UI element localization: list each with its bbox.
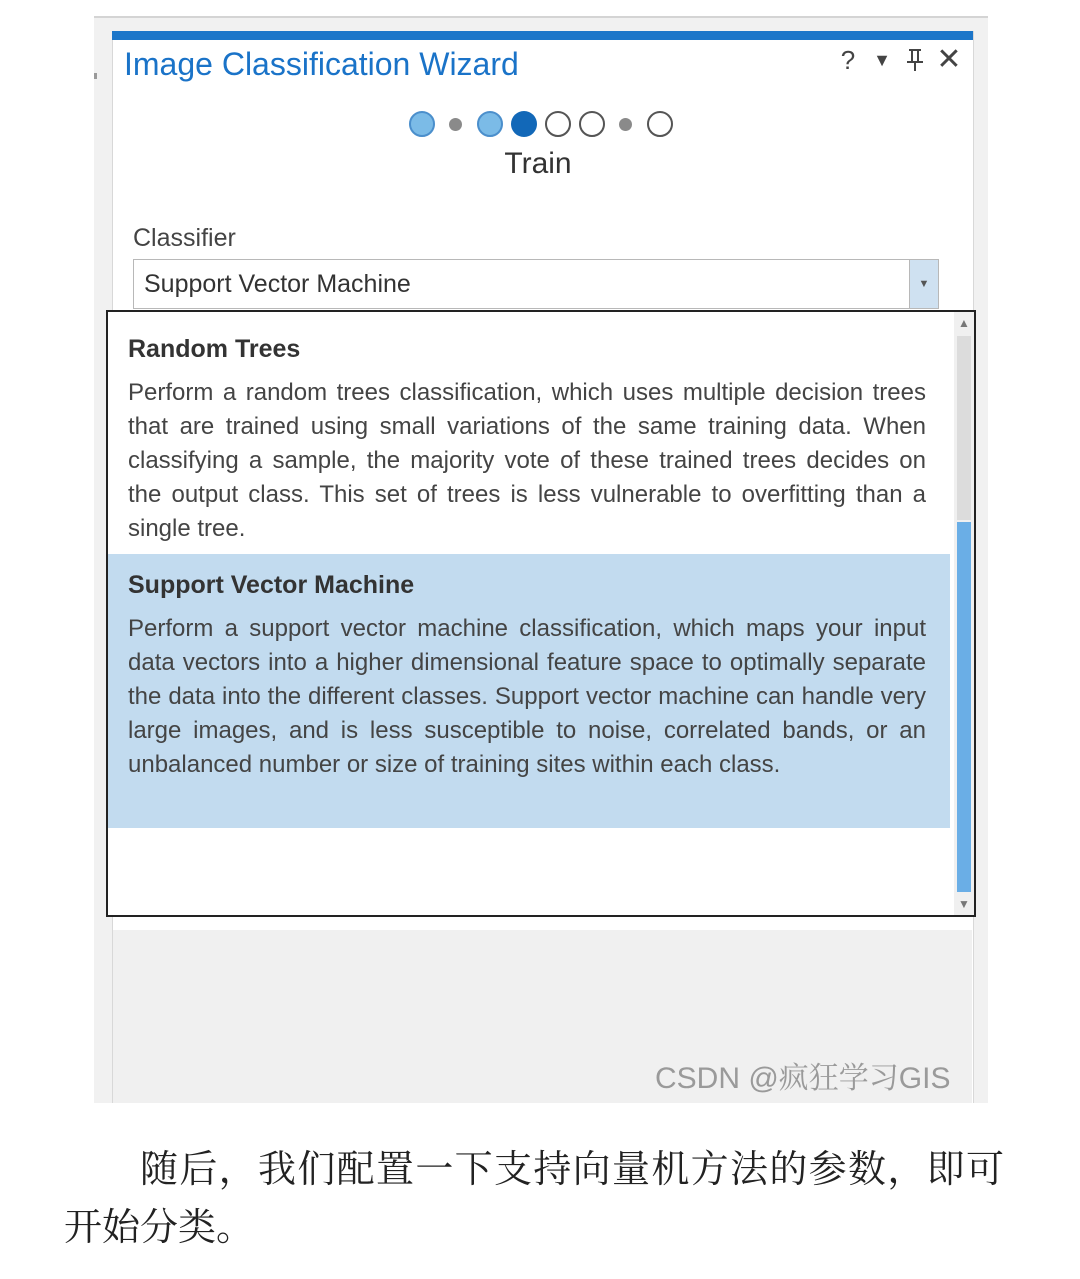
frame-mark — [94, 73, 97, 79]
option-support-vector-machine[interactable] — [108, 554, 950, 828]
scroll-up-icon[interactable]: ▲ — [958, 316, 970, 330]
step-dot-1[interactable] — [409, 111, 435, 137]
step-dot-3[interactable] — [477, 111, 503, 137]
classifier-dropdown[interactable] — [133, 259, 939, 309]
step-dot-current[interactable] — [511, 111, 537, 137]
scrollbar-thumb[interactable] — [957, 522, 971, 892]
pin-icon[interactable] — [900, 44, 930, 76]
pane-accent-bar — [112, 31, 973, 40]
step-dot-6[interactable] — [579, 111, 605, 137]
step-dot-2[interactable] — [449, 118, 462, 131]
step-dot-8[interactable] — [647, 111, 673, 137]
scrollbar-track[interactable] — [957, 336, 971, 520]
option-title: Support Vector Machine — [128, 571, 415, 599]
step-dot-5[interactable] — [545, 111, 571, 137]
classifier-label: Classifier — [133, 224, 236, 252]
classifier-options-list — [106, 310, 976, 917]
option-random-trees[interactable] — [108, 318, 950, 554]
option-description: Perform a random trees classification, which uses multiple decision trees that are trained using small variations of the same training data. When classifying a sample, the majority vote of these trained trees decides on the output class. This set of trees is less vulnerable to overfitting than a single tree. — [128, 379, 926, 542]
scroll-down-icon[interactable]: ▼ — [958, 897, 970, 911]
step-dot-7[interactable] — [619, 118, 632, 131]
chevron-down-icon[interactable]: ▼ — [909, 260, 938, 308]
pane-title: Image Classification Wizard — [124, 46, 519, 82]
frame-top-edge — [94, 16, 988, 18]
option-description: Perform a support vector machine classification, which maps your input data vectors into a higher dimensional feature space to optimally separate the data into the different classes. Support vector machine can handle very large images, and is less susceptible to noise, correlated bands, or an unbalanced number or size of training sites within each class. — [128, 615, 926, 778]
option-title: Random Trees — [128, 335, 301, 363]
list-scrollbar[interactable] — [954, 312, 974, 915]
close-icon[interactable]: ✕ — [936, 43, 962, 76]
article-caption: 随后，我们配置一下支持向量机方法的参数，即可开始分类。 — [64, 1147, 1004, 1249]
help-icon[interactable]: ? — [840, 45, 856, 75]
classifier-selected-value: Support Vector Machine — [144, 270, 411, 298]
watermark: CSDN @疯狂学习GIS — [655, 1062, 951, 1095]
current-step-label: Train — [504, 147, 572, 180]
pane-menu-icon[interactable]: ▼ — [873, 50, 891, 70]
